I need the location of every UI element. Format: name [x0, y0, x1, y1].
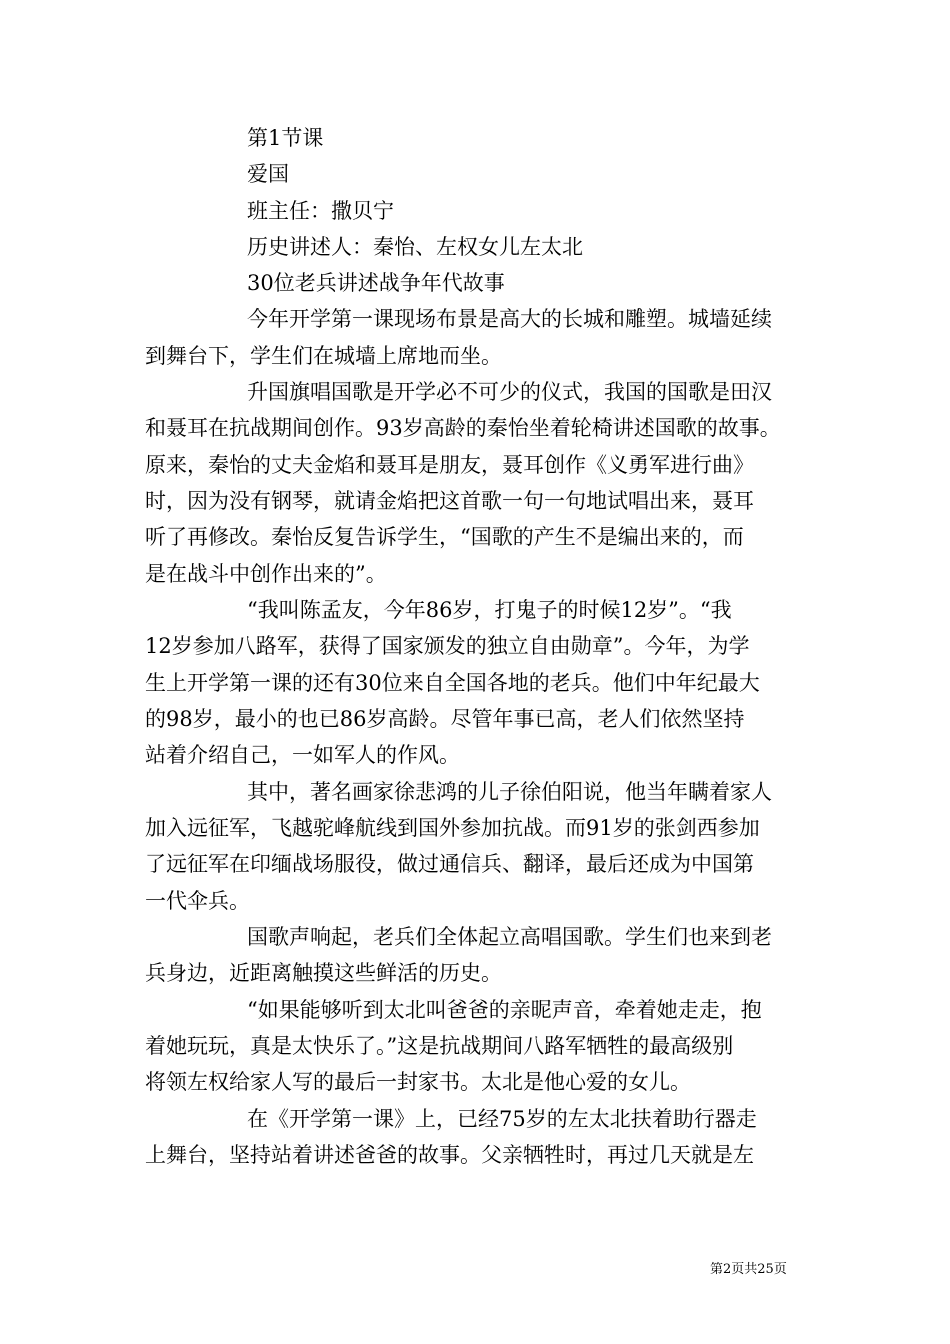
- text-line: 国歌声响起，老兵们全体起立高唱国歌。学生们也来到老: [247, 925, 772, 949]
- text-line: 着她玩玩，真是太快乐了。”这是抗战期间八路军牺牲的最高级别: [145, 1034, 734, 1058]
- text-line: 历史讲述人：秦怡、左权女儿左太北: [247, 235, 583, 259]
- text-line: 今年开学第一课现场布景是高大的长城和雕塑。城墙延续: [247, 307, 772, 331]
- text-line: 加入远征军，飞越驼峰航线到国外参加抗战。而91岁的张剑西参加: [145, 816, 760, 840]
- text-line: 升国旗唱国歌是开学必不可少的仪式，我国的国歌是田汉: [247, 380, 772, 404]
- text-line: 是在战斗中创作出来的”。: [145, 562, 387, 586]
- text-line: 第1节课: [247, 126, 324, 150]
- text-line: 一代伞兵。: [145, 889, 250, 913]
- page-number: 第2页共25页: [710, 1262, 787, 1277]
- text-line: 其中，著名画家徐悲鸿的儿子徐伯阳说，他当年瞒着家人: [247, 780, 772, 804]
- text-line: 爱国: [247, 162, 289, 186]
- text-line: 12岁参加八路军，获得了国家颁发的独立自由勋章”。今年，为学: [145, 634, 750, 658]
- text-line: 兵身边，近距离触摸这些鲜活的历史。: [145, 961, 502, 985]
- text-line: 站着介绍自己，一如军人的作风。: [145, 743, 460, 767]
- text-line: 将领左权给家人写的最后一封家书。太北是他心爱的女儿。: [145, 1070, 691, 1094]
- text-line: 生上开学第一课的还有30位来自全国各地的老兵。他们中年纪最大: [145, 671, 760, 695]
- text-line: 时，因为没有钢琴，就请金焰把这首歌一句一句地试唱出来，聂耳: [145, 489, 754, 513]
- text-line: 在《开学第一课》上，已经75岁的左太北扶着助行器走: [247, 1107, 757, 1131]
- text-line: 了远征军在印缅战场服役，做过通信兵、翻译，最后还成为中国第: [145, 852, 754, 876]
- text-line: “我叫陈孟友，今年86岁，打鬼子的时候12岁”。“我: [247, 598, 732, 622]
- text-line: “如果能够听到太北叫爸爸的亲昵声音，牵着她走走，抱: [247, 998, 762, 1022]
- text-line: 原来，秦怡的丈夫金焰和聂耳是朋友，聂耳创作《义勇军进行曲》: [145, 453, 754, 477]
- text-line: 和聂耳在抗战期间创作。93岁高龄的秦怡坐着轮椅讲述国歌的故事。: [145, 416, 781, 440]
- text-line: 到舞台下，学生们在城墙上席地而坐。: [145, 344, 502, 368]
- text-line: 的98岁，最小的也已86岁高龄。尽管年事已高，老人们依然坚持: [145, 707, 745, 731]
- text-line: 上舞台，坚持站着讲述爸爸的故事。父亲牺牲时，再过几天就是左: [145, 1143, 754, 1167]
- text-line: 30位老兵讲述战争年代故事: [247, 271, 505, 295]
- text-line: 听了再修改。秦怡反复告诉学生，“国歌的产生不是编出来的，而: [145, 525, 744, 549]
- text-line: 班主任：撒贝宁: [247, 199, 394, 223]
